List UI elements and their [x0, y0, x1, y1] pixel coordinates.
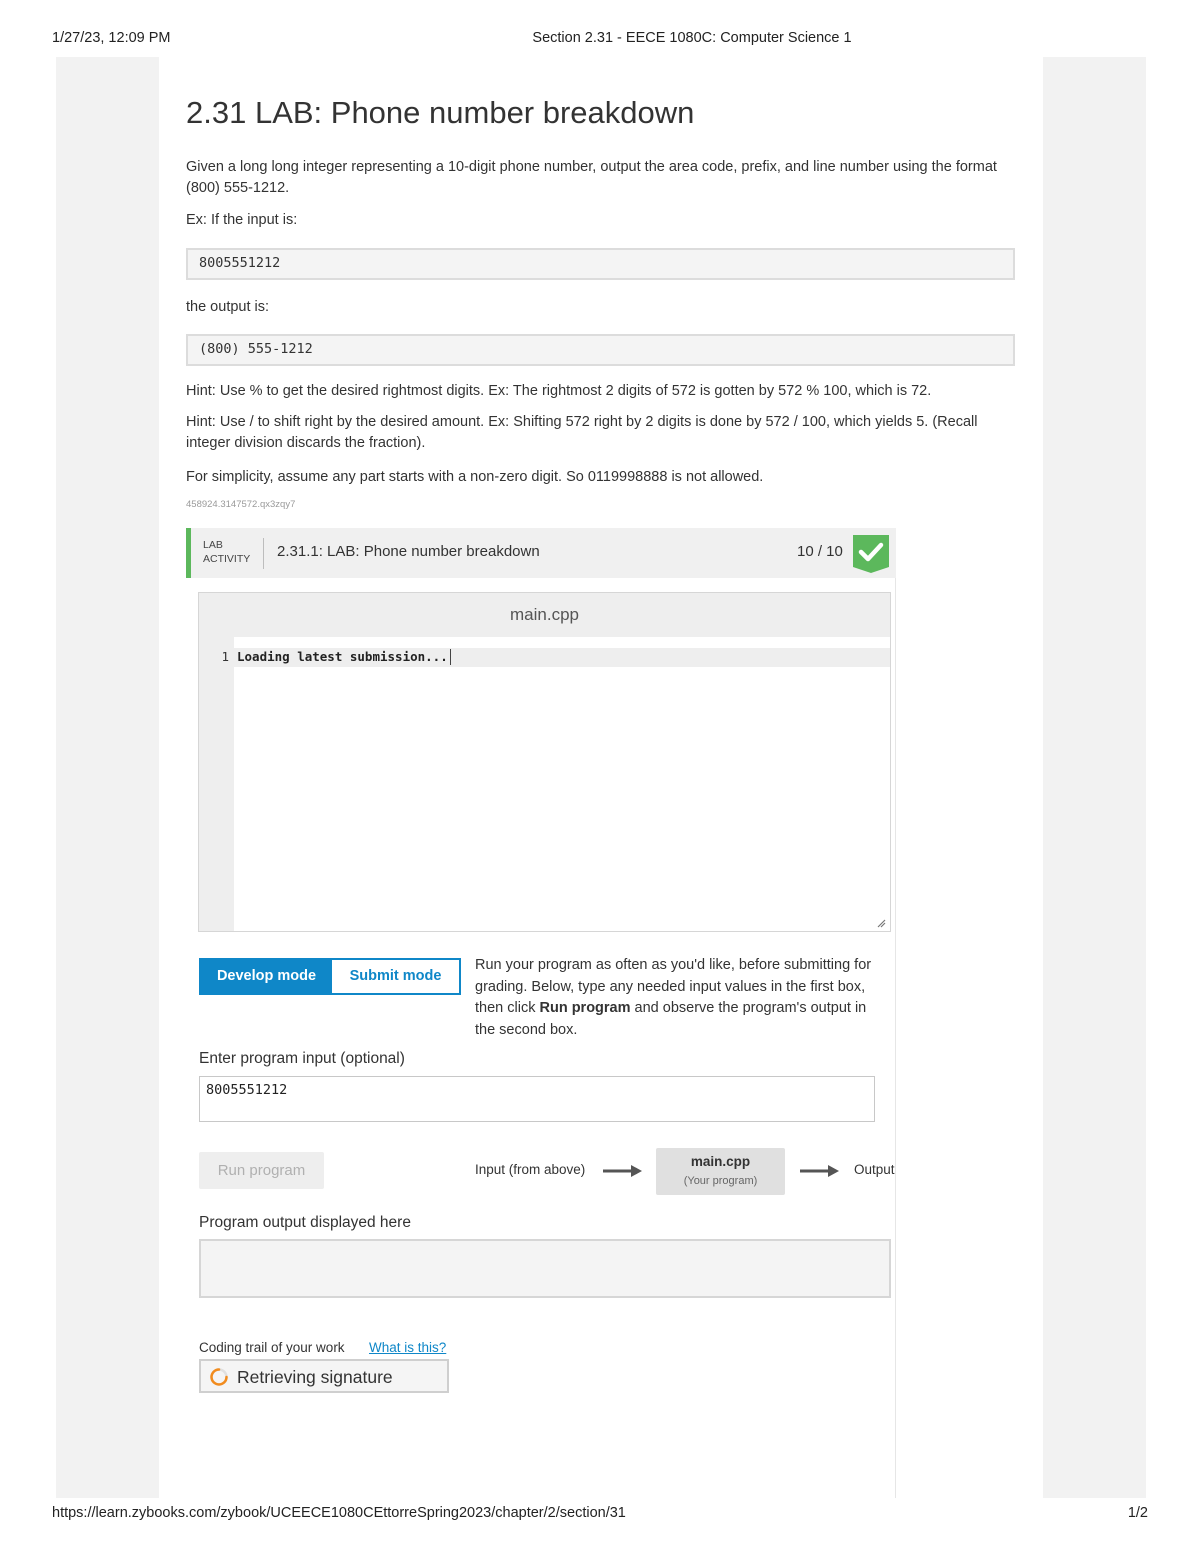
mode-toggle — [199, 958, 461, 995]
code-editor[interactable] — [198, 592, 891, 932]
arrow-right-icon — [603, 1164, 643, 1178]
activity-tag — [203, 538, 250, 566]
page-title: 2.31 LAB: Phone number breakdown — [186, 95, 695, 130]
print-url: https://learn.zybooks.com/zybook/UCEECE1080CEttorreSpring2023/chapter/2/section/31 — [52, 1505, 626, 1521]
what-is-this-link[interactable]: What is this? — [369, 1340, 447, 1355]
header-divider — [263, 538, 264, 569]
intro-text: Given a long long integer representing a 10-digit phone number, output the area code, prefix, and line number using the format (800) 555-1212. — [186, 159, 997, 196]
program-output-label: Program output displayed here — [199, 1214, 411, 1231]
output-lead: the output is: — [186, 299, 270, 315]
print-header — [0, 30, 1200, 50]
signature-box — [199, 1359, 449, 1393]
activity-tag-line1: LAB — [203, 539, 223, 551]
program-input-field[interactable]: 8005551212 — [199, 1076, 875, 1122]
flow-program-box — [656, 1148, 785, 1195]
program-output-box — [199, 1239, 891, 1298]
right-gutter — [1043, 57, 1146, 1498]
program-input-label: Enter program input (optional) — [199, 1050, 405, 1067]
example-lead: Ex: If the input is: — [186, 212, 298, 228]
mode-description-pre: Run your program as often as you'd like, before submitting for grading. Below, type any needed input values in the first box, then click — [475, 957, 872, 1016]
hint-modulo: Hint: Use % to get the desired rightmost digits. Ex: The rightmost 2 digits of 572 is gotten by 572 % 100, which is 72. — [186, 383, 932, 399]
activity-score: 10 / 10 — [797, 543, 843, 560]
resize-grip-icon[interactable] — [877, 919, 886, 928]
mode-description-bold: Run program — [539, 1000, 631, 1016]
flow-box-name: main.cpp — [690, 1154, 751, 1169]
left-gutter — [56, 57, 159, 1498]
flow-output-label: Output — [854, 1162, 895, 1177]
develop-mode-button[interactable]: Develop mode — [201, 960, 332, 993]
loading-spinner-icon — [209, 1367, 229, 1387]
mode-description-post: and observe the program's output in the second box. — [475, 1000, 867, 1038]
editor-filename: main.cpp — [199, 593, 890, 637]
flow-input-label: Input (from above) — [475, 1162, 586, 1177]
activity-tag-line2: ACTIVITY — [203, 553, 251, 565]
coding-trail-label: Coding trail of your work — [199, 1340, 345, 1355]
print-date: 1/27/23, 12:09 PM — [52, 30, 171, 46]
simplicity-note: For simplicity, assume any part starts with a non-zero digit. So 0119998888 is not allowed. — [186, 469, 764, 485]
print-page-number: 1/2 — [1127, 1505, 1148, 1521]
line-number: 1 — [221, 649, 229, 664]
submit-mode-button[interactable]: Submit mode — [332, 960, 459, 993]
hint-divide: Hint: Use / to shift right by the desired amount. Ex: Shifting 572 right by 2 digits is done by 572 / 100, which yields 5. (Recall integer division discards the fraction). — [186, 414, 978, 451]
run-program-button[interactable]: Run program — [199, 1152, 324, 1189]
content-id: 458924.3147572.qx3zqy7 — [186, 499, 296, 510]
code-line[interactable]: Loading latest submission... — [237, 649, 448, 664]
section-content — [159, 57, 1043, 1498]
activity-header — [186, 528, 896, 578]
flow-box-sub: (Your program) — [683, 1175, 758, 1187]
print-title: Section 2.31 - EECE 1080C: Computer Science 1 — [532, 30, 852, 46]
text-caret — [450, 649, 451, 665]
checkmark-badge-icon — [853, 535, 889, 573]
example-input-box: 8005551212 — [186, 248, 1015, 280]
lab-activity — [186, 528, 896, 1498]
activity-name: 2.31.1: LAB: Phone number breakdown — [277, 543, 540, 560]
signature-status: Retrieving signature — [237, 1367, 393, 1387]
arrow-right-icon — [800, 1164, 840, 1178]
example-output-box: (800) 555-1212 — [186, 334, 1015, 366]
mode-description — [475, 955, 880, 1041]
line-gutter — [199, 637, 234, 931]
